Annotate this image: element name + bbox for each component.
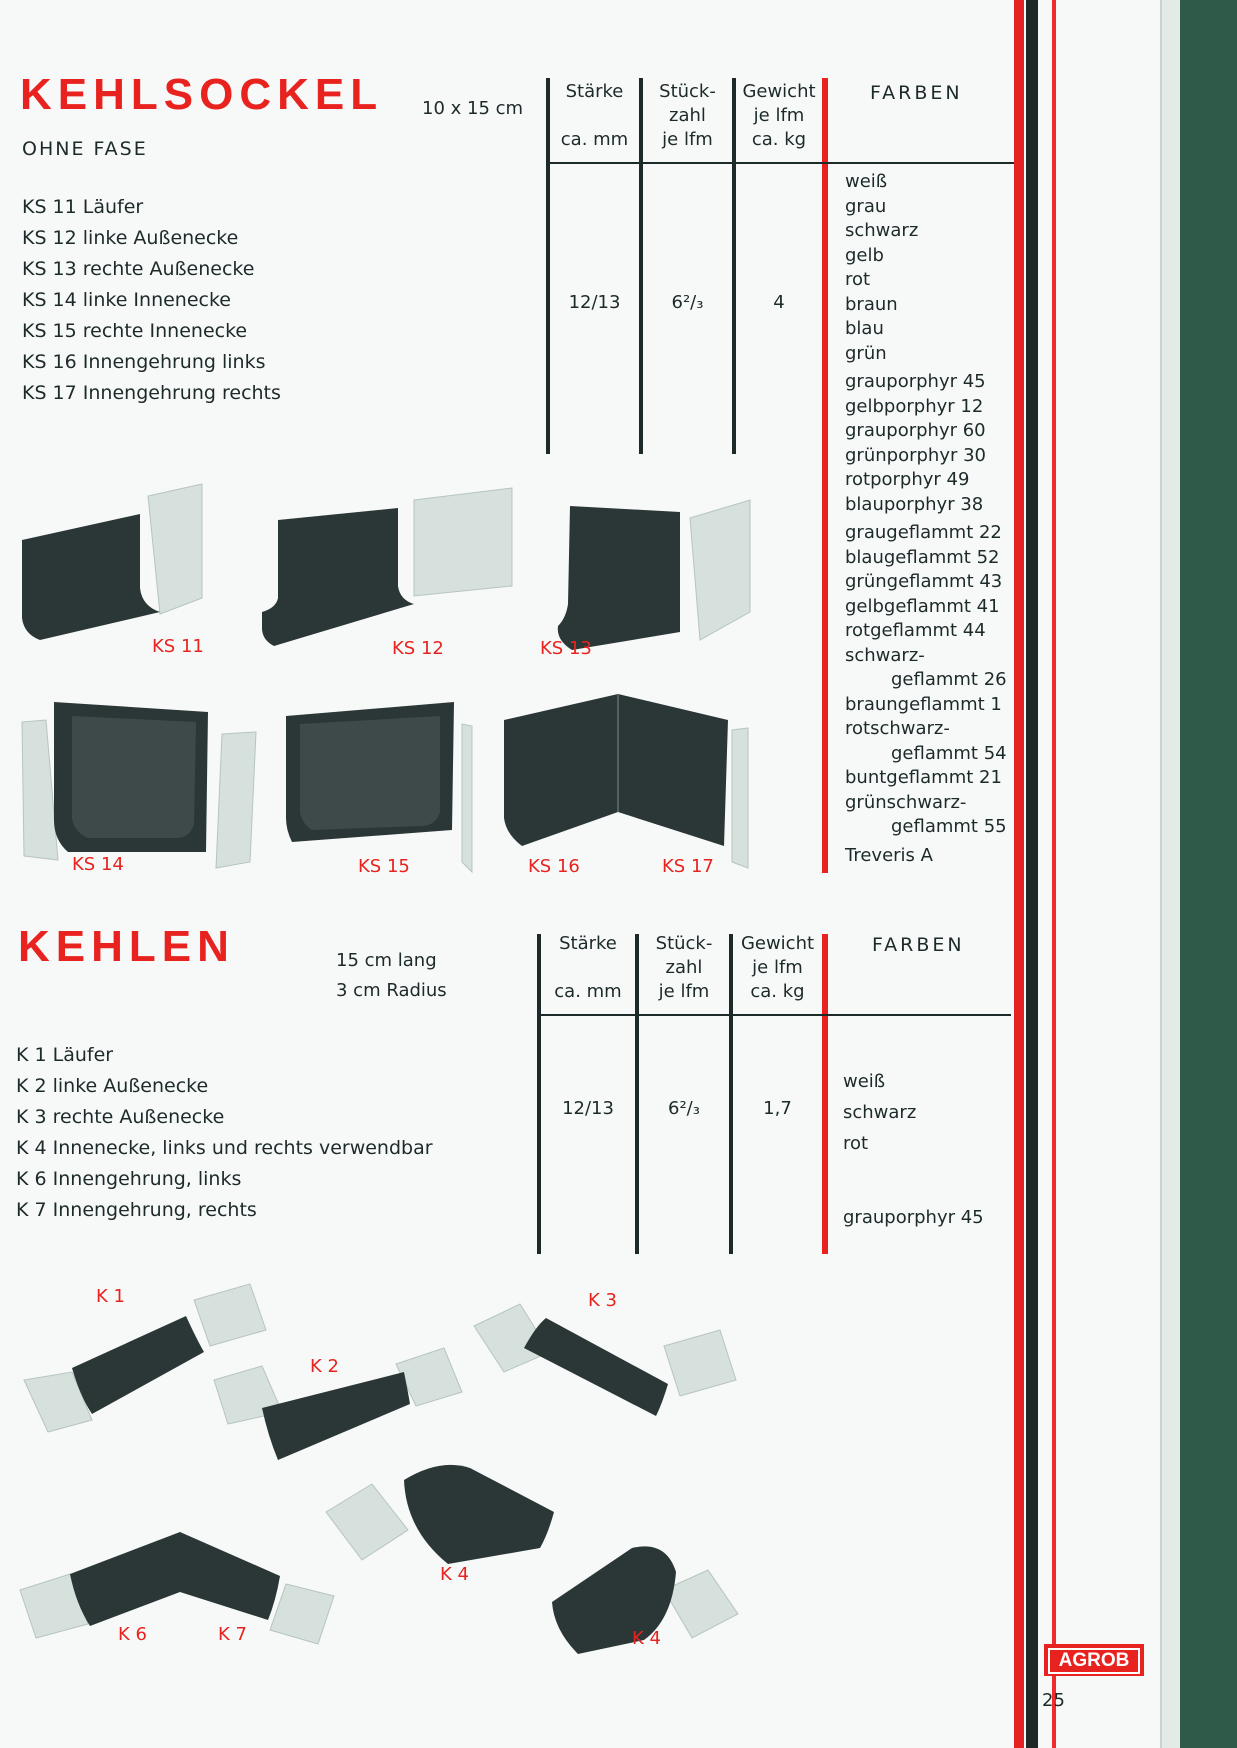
ks13-label: KS 13 [540, 638, 592, 659]
ks14-illustration [22, 702, 256, 868]
ks17-label: KS 17 [662, 856, 714, 877]
list-item: K 6 Innengehrung, links [16, 1168, 242, 1190]
right-red-thin-rule [1052, 0, 1056, 1748]
ks15-label: KS 15 [358, 856, 410, 877]
list-item: K 3 rechte Außenecke [16, 1106, 225, 1128]
kehlsockel-dimensions: 10 x 15 cm [422, 98, 524, 119]
list-item: K 4 Innenecke, links und rechts verwendbar [16, 1137, 433, 1159]
page-number: 25 [1042, 1690, 1065, 1711]
cell-staerke: 12/13 [562, 1098, 614, 1119]
cell-stueckzahl: 6²/₃ [668, 1098, 700, 1119]
th-gewicht: Gewicht je lfm ca. kg [742, 81, 816, 150]
farben-red-divider [822, 934, 828, 1254]
ks15-illustration [286, 702, 472, 872]
ks11-label: KS 11 [152, 636, 204, 657]
cell-stueckzahl: 6²/₃ [671, 292, 704, 313]
k2-label: K 2 [310, 1356, 339, 1377]
list-item: KS 16 Innengehrung links [22, 351, 266, 373]
ks16-label: KS 16 [528, 856, 580, 877]
list-item: K 7 Innengehrung, rechts [16, 1199, 257, 1221]
right-black-rule [1026, 0, 1038, 1748]
th-stueckzahl: Stück- zahl je lfm [655, 933, 713, 1002]
cell-staerke: 12/13 [568, 292, 621, 313]
list-item: KS 14 linke Innenecke [22, 289, 231, 311]
k4-label: K 4 [632, 1628, 661, 1649]
k6-k7-illustration [20, 1532, 334, 1644]
th-farben: FARBEN [870, 82, 963, 104]
list-item: KS 15 rechte Innenecke [22, 320, 248, 342]
k3-illustration [474, 1304, 736, 1416]
list-item: KS 12 linke Außenecke [22, 227, 239, 249]
cell-gewicht: 1,7 [763, 1098, 792, 1119]
cell-gewicht: 4 [773, 292, 785, 313]
list-item: KS 17 Innengehrung rechts [22, 382, 281, 404]
kehlen-dimensions: 15 cm lang 3 cm Radius [336, 950, 447, 1001]
k6-label: K 6 [118, 1624, 147, 1645]
th-staerke: Stärke ca. mm [560, 81, 629, 150]
agrob-logo: AGROB [1044, 1644, 1144, 1676]
right-red-rule [1014, 0, 1024, 1748]
th-gewicht: Gewicht je lfm ca. kg [740, 933, 815, 1002]
list-item: KS 13 rechte Außenecke [22, 258, 255, 280]
list-item: K 2 linke Außenecke [16, 1075, 209, 1097]
page-edge-green [1180, 0, 1237, 1748]
kehlen-title: KEHLEN [18, 922, 235, 971]
k4-label: K 4 [440, 1564, 469, 1585]
color-list-extra: grauporphyr 45 [843, 1207, 984, 1228]
th-staerke: Stärke ca. mm [554, 933, 622, 1002]
list-item: K 1 Läufer [16, 1044, 114, 1066]
k4-illustration [326, 1465, 554, 1564]
color-list: weiß grau schwarz gelb rot braun blau grün grauporphyr 45 gelbporphyr 12 grauporphyr 60 grünporphyr 30 rotporphyr 49 blauporphyr 38 graugeflammt 22 blaugeflammt 52 grüngeflammt 43 gelbgeflammt 41 rotgeflammt 44 schwarz- geflammt 26 braungeflammt 1 rotschwarz- geflammt 54 buntgeflammt 21 grünschwarz- geflammt 55 Treveris A [845, 171, 1007, 866]
table-header-rule [541, 1014, 1011, 1016]
list-item: KS 11 Läufer [22, 196, 144, 218]
page-edge-light [1160, 0, 1182, 1748]
color-list: weiß schwarz rot [843, 1071, 917, 1154]
kehlsockel-title: KEHLSOCKEL [20, 70, 384, 119]
ks12-illustration [262, 488, 512, 646]
th-stueckzahl: Stück- zahl je lfm [659, 81, 716, 150]
kehlen-item-list [16, 1040, 433, 1226]
ks14-label: KS 14 [72, 854, 124, 875]
k3-label: K 3 [588, 1290, 617, 1311]
k7-label: K 7 [218, 1624, 247, 1645]
ks12-label: KS 12 [392, 638, 444, 659]
th-farben: FARBEN [872, 934, 965, 956]
k1-label: K 1 [96, 1286, 125, 1307]
ks13-illustration [558, 500, 750, 650]
ks11-illustration [22, 484, 202, 640]
kehlsockel-subtitle: OHNE FASE [22, 138, 148, 160]
ks16-ks17-illustration [504, 694, 748, 868]
